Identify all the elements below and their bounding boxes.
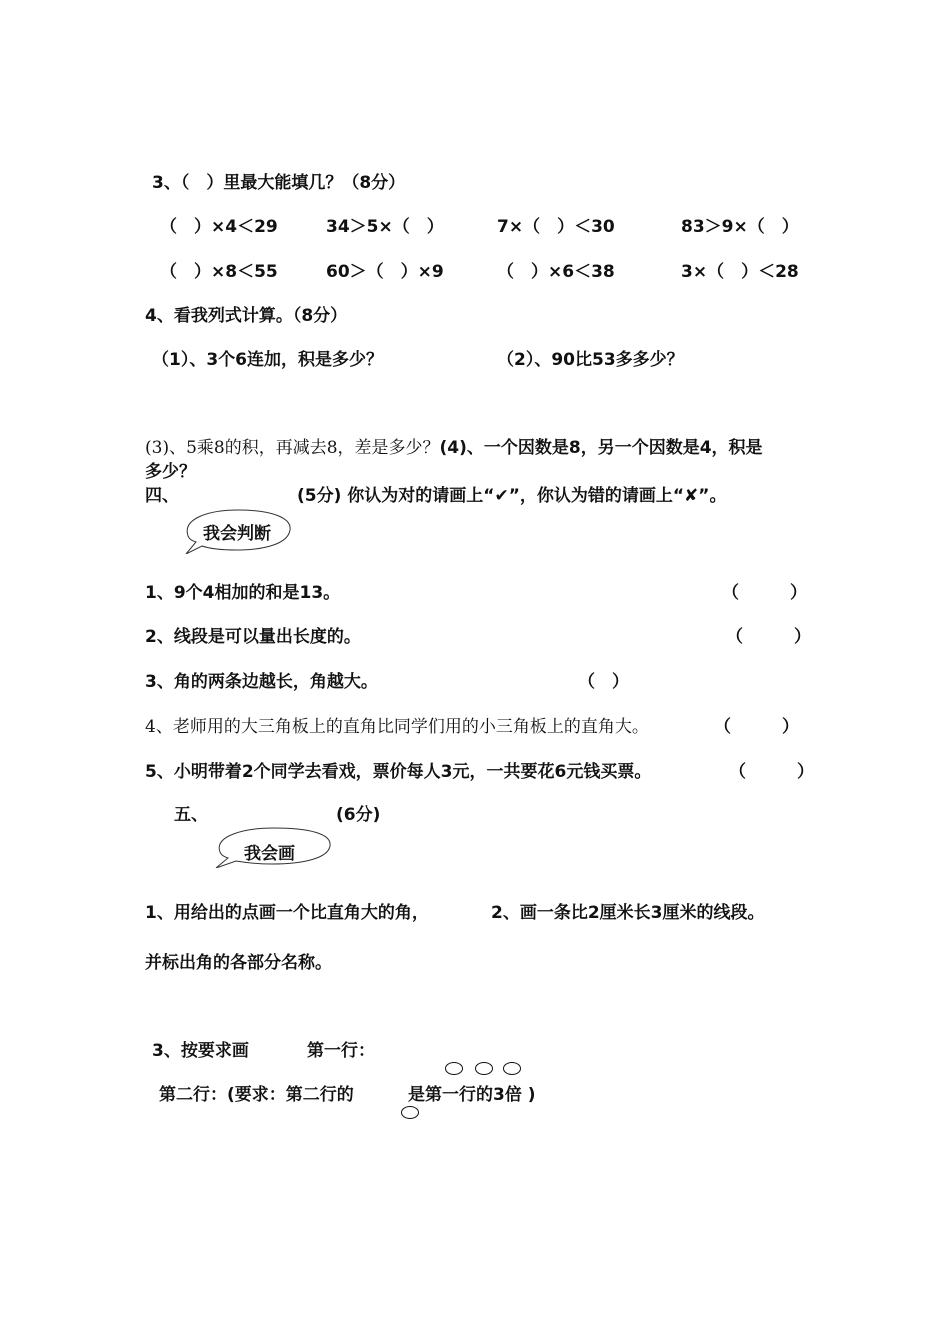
oval-shape-2: [475, 1062, 493, 1075]
q3-expr-1: （ ）×4＜29: [160, 217, 278, 237]
q3-expr-6: 60＞（ ）×9: [326, 262, 444, 282]
draw-q1-line1: 1、用给出的点画一个比直角大的角，: [145, 903, 429, 923]
q3-expr-5: （ ）×8＜55: [160, 262, 278, 282]
judge-item-5-text: 5、小明带着2个同学去看戏，票价每人3元，一共要花6元钱买票。: [145, 762, 652, 782]
bubble-judge-label: 我会判断: [203, 524, 271, 544]
q4-part-4: (4)、一个因数是8，另一个因数是4，积是: [439, 438, 763, 458]
section5-number: 五、: [174, 805, 208, 825]
q3-title: 3、（ ）里最大能填几？（8分）: [152, 173, 406, 193]
draw-q3-row1-label: 第一行：: [307, 1041, 375, 1061]
judge-item-3-text: 3、角的两条边越长，角越大。: [145, 672, 378, 692]
judge-item-3-answer[interactable]: （ ）: [578, 672, 629, 692]
draw-q2: 2、画一条比2厘米长3厘米的线段。: [491, 903, 765, 923]
judge-item-1-text: 1、9个4相加的和是13。: [145, 583, 341, 603]
judge-item-4-text: 4、老师用的大三角板上的直角比同学们用的小三角板上的直角大。: [145, 717, 649, 737]
q3-expr-3: 7×（ ）＜30: [497, 217, 615, 237]
bubble-draw-label: 我会画: [244, 844, 295, 864]
section4-instruction: (5分) 你认为对的请画上“✔”，你认为错的请画上“✘”。: [297, 486, 727, 506]
draw-q3-row2-text: 第二行：(要求：第二行的: [159, 1085, 354, 1105]
judge-item-1-answer[interactable]: （ ）: [722, 583, 807, 603]
q4-title: 4、看我列式计算。（8分）: [145, 306, 348, 326]
draw-q3-title: 3、按要求画: [152, 1041, 249, 1061]
judge-item-1: [145, 583, 340, 603]
oval-shape-row2: [401, 1106, 419, 1119]
section5-score: (6分): [336, 805, 381, 825]
q4-part-3: (3)、5乘8的积，再减去8，差是多少？: [145, 438, 440, 458]
q3-expr-4: 83＞9×（ ）: [681, 217, 799, 237]
q3-expr-2: 34＞5×（ ）: [326, 217, 444, 237]
judge-item-2-text: 2、线段是可以量出长度的。: [145, 627, 361, 647]
oval-shape-1: [445, 1062, 463, 1075]
section4-number: 四、: [145, 486, 179, 506]
judge-item-5-answer[interactable]: （ ）: [729, 762, 814, 782]
draw-q3-row2-end: 是第一行的3倍 ): [408, 1085, 536, 1105]
judge-item-4-answer[interactable]: （ ）: [714, 717, 799, 737]
q4-part-1: （1）、3个6连加，积是多少？: [152, 350, 383, 370]
q4-part-2: （2）、90比53多多少？: [497, 350, 684, 370]
oval-shape-3: [503, 1062, 521, 1075]
q4-part-3-line: [145, 438, 763, 458]
draw-q1-line2: 并标出角的各部分名称。: [145, 953, 332, 973]
q4-part-4-cont: 多少？: [145, 462, 196, 482]
q3-expr-7: （ ）×6＜38: [497, 262, 615, 282]
judge-item-2-answer[interactable]: （ ）: [726, 627, 811, 647]
q3-expr-8: 3×（ ）＜28: [681, 262, 799, 282]
